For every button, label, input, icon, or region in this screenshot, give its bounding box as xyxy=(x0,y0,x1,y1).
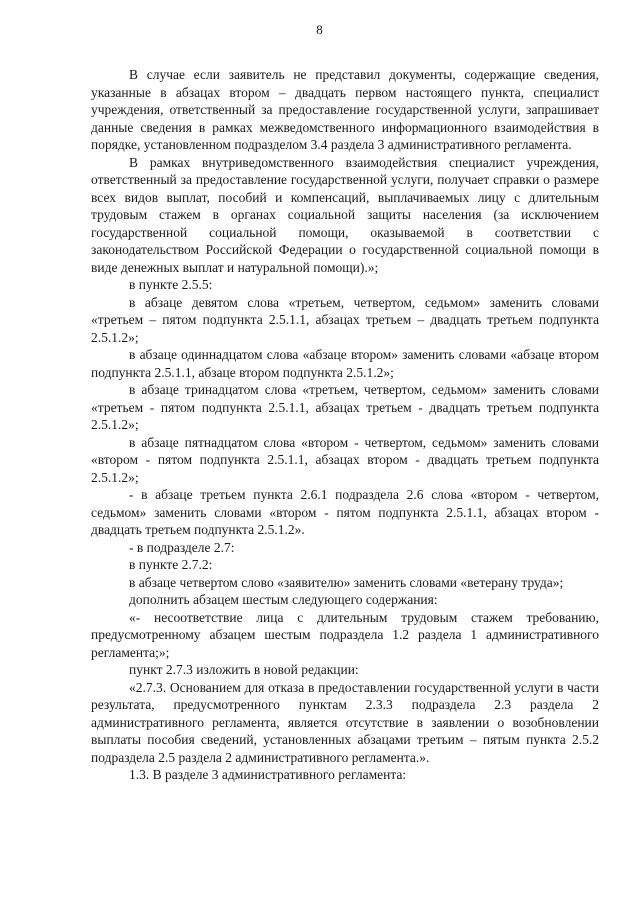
document-body xyxy=(91,66,599,784)
paragraph: в абзаце пятнадцатом слова «втором - четвертом, седьмом» заменить словами «втором - пятом подпункта 2.5.1.1, абзацах втором - двадцать третьем подпункта 2.5.1.2»; xyxy=(91,434,599,485)
paragraph: дополнить абзацем шестым следующего содержания: xyxy=(129,592,438,607)
paragraph: - в подразделе 2.7: xyxy=(129,539,235,555)
paragraph: пункт 2.7.3 изложить в новой редакции: xyxy=(129,662,359,677)
page-number: 8 xyxy=(316,22,323,37)
paragraph: в абзаце четвертом слово «заявителю» заменить словами «ветерану труда»; xyxy=(129,574,564,590)
paragraph: В рамках внутриведомственного взаимодействия специалист учреждения, ответственный за предоставление государственной услуги, получает справки о размере всех видов выплат, пособий и компенсаций, выплачиваемых лицу с длительным трудовым стажем в органах социальной защиты населения (за исключением государственной социальной помощи, оказываемой в соответствии с законодательством Российской Федерации о государственной социальной помощи в виде денежных выплат и натуральной помощи).»; xyxy=(91,154,599,275)
paragraph: в абзаце тринадцатом слова «третьем, четвертом, седьмом» заменить словами «третьем - пятом подпункта 2.5.1.1, абзацах третьем - двадцать третьем подпункта 2.5.1.2»; xyxy=(91,382,599,432)
paragraph: в абзаце девятом слова «третьем, четвертом, седьмом» заменить словами «третьем – пятом подпункта 2.5.1.1, абзацах третьем – двадцать третьем подпункта 2.5.1.2»; xyxy=(91,294,599,345)
paragraph: - в абзаце третьем пункта 2.6.1 подраздела 2.6 слова «втором - четвертом, седьмом» заменить словами «втором - пятом подпункта 2.5.1.1, абзацах втором - двадцать третьем подпункта 2.5.1.2». xyxy=(91,487,599,537)
paragraph: в пункте 2.5.5: xyxy=(129,277,213,292)
paragraph: в пункте 2.7.2: xyxy=(129,557,213,572)
paragraph: «2.7.3. Основанием для отказа в предоставлении государственной услуги в части результата, предусмотренного пунктам 2.3.3 подраздела 2.3 раздела 2 административного регламента, является отсутствие в заявлении о возобновлении выплаты пособия сведений, установленных абзацами третьим – пятым пункта 2.5.2 подраздела 2.5 раздела 2 административного регламента.». xyxy=(91,679,599,765)
paragraph: в абзаце одиннадцатом слова «абзаце втором» заменить словами «абзаце втором подпункта 2.5.1.1, абзаце втором подпункта 2.5.1.2»; xyxy=(91,347,599,380)
paragraph: В случае если заявитель не представил документы, содержащие сведения, указанные в абзацах втором – двадцать первом настоящего пункта, специалист учреждения, ответственный за предоставление государственной услуги, запрашивает данные сведения в рамках межведомственного информационного взаимодействия в порядке, установленном подразделом 3.4 раздела 3 административного регламента. xyxy=(91,67,599,152)
paragraph: «- несоответствие лица с длительным трудовым стажем требованию, предусмотренному абзацем шестым подраздела 1.2 раздела 1 административного регламента;»; xyxy=(91,609,599,660)
paragraph: 1.3. В разделе 3 административного регламента: xyxy=(129,767,407,782)
